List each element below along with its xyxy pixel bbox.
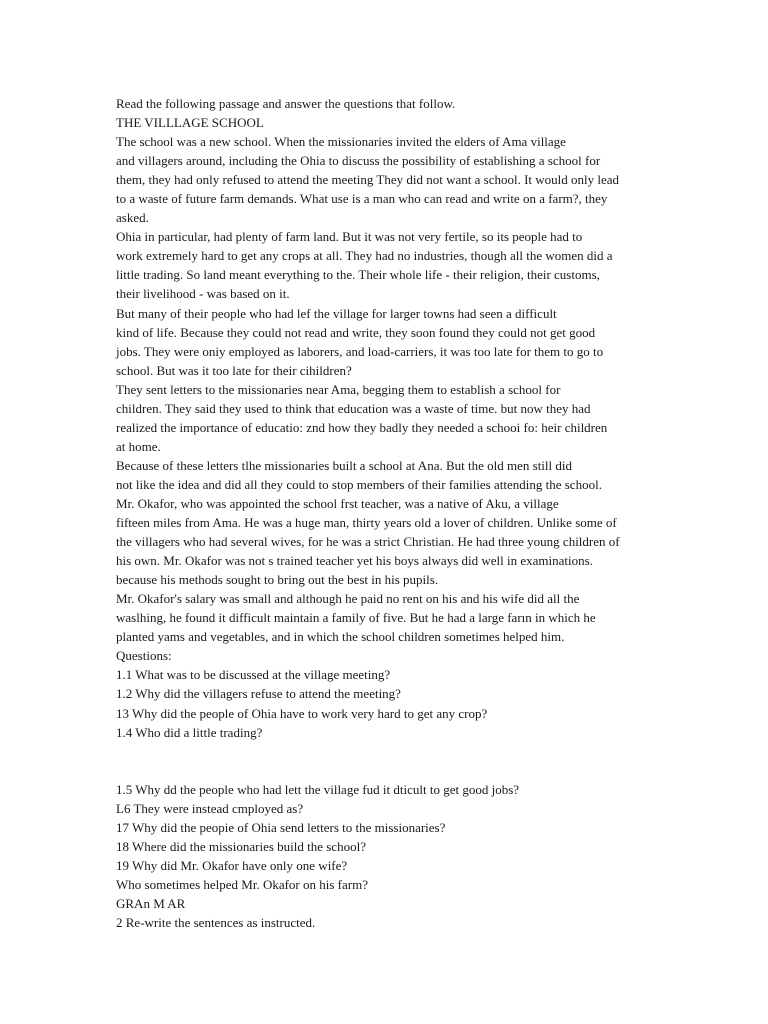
passage-line: children. They said they used to think that education was a waste of time. but now they had bbox=[116, 400, 591, 416]
passage-line: their livelihood - was based on it. bbox=[116, 286, 290, 302]
question-item: 19 Why did Mr. Okafor have only one wife? bbox=[116, 857, 348, 873]
questions-list-a bbox=[116, 665, 646, 741]
questions-heading: Questions: bbox=[116, 648, 172, 664]
passage-line: planted yams and vegetables, and in which the school children sometimes helped him. bbox=[116, 629, 565, 645]
question-item: 17 Why did the peopie of Ohia send letters to the missionaries? bbox=[116, 819, 446, 835]
blank-gap bbox=[116, 742, 646, 780]
document-page bbox=[116, 94, 646, 932]
passage-line: little trading. So land meant everything to the. Their whole life - their religion, their customs, bbox=[116, 267, 600, 283]
question-item: 1.5 Why dd the people who had lett the village fud it dticult to get good jobs? bbox=[116, 781, 520, 797]
question-item: L6 They were instead cmployed as? bbox=[116, 800, 304, 816]
question-item: 1.2 Why did the villagers refuse to attend the meeting? bbox=[116, 686, 401, 702]
question-item: Who sometimes helped Mr. Okafor on his farm? bbox=[116, 876, 368, 892]
question-item: 13 Why did the people of Ohia have to work very hard to get any crop? bbox=[116, 705, 488, 721]
passage-line: waslhing, he found it difficult maintain a family of five. But he had a large farın in which he bbox=[116, 610, 596, 626]
passage-line: They sent letters to the missionaries near Ama, begging them to establish a school for bbox=[116, 381, 561, 397]
passage-line: because his methods sought to bring out the best in his pupils. bbox=[116, 572, 439, 588]
passage-line: The school was a new school. When the missionaries invited the elders of Ama village bbox=[116, 134, 566, 150]
passage-line: asked. bbox=[116, 210, 149, 226]
passage-line: work extremely hard to get any crops at all. They had no industries, though all the women did a bbox=[116, 248, 613, 264]
passage-line: Because of these letters tlhe missionaries built a school at Ana. But the old men still did bbox=[116, 457, 572, 473]
passage-line: realized the importance of educatio: znd how they badly they needed a schooi fo: heir children bbox=[116, 419, 608, 435]
questions-list-b bbox=[116, 780, 646, 894]
passage-line: Mr. Okafor, who was appointed the school frst teacher, was a native of Aku, a village bbox=[116, 495, 559, 511]
question-item: 1.1 What was to be discussed at the village meeting? bbox=[116, 667, 391, 683]
passage-line: Ohia in particular, had plenty of farm land. But it was not very fertile, so its people had to bbox=[116, 229, 583, 245]
grammar-heading: GRAn M AR bbox=[116, 895, 186, 911]
passage-line: kind of life. Because they could not read and write, they soon found they could not get good bbox=[116, 324, 596, 340]
passage-line: to a waste of future farm demands. What use is a man who can read and write on a farm?, they bbox=[116, 191, 608, 207]
passage-title: THE VILLLAGE SCHOOL bbox=[116, 115, 264, 131]
passage-line: the villagers who had several wives, for he was a strict Christian. He had three young children of bbox=[116, 534, 620, 550]
intro-text: Read the following passage and answer the questions that follow. bbox=[116, 96, 456, 111]
passage-body bbox=[116, 132, 646, 646]
passage-line: and villagers around, including the Ohia to discuss the possibility of establishing a school for bbox=[116, 153, 601, 169]
passage-line: Mr. Okafor's salary was small and although he paid no rent on his and his wife did all the bbox=[116, 591, 580, 607]
passage-line: jobs. They were oniy employed as laborers, and load-carriers, it was too late for them to go to bbox=[116, 343, 604, 359]
passage-line: not like the idea and did all they could to stop members of their families attending the school. bbox=[116, 476, 602, 492]
passage-line: them, they had only refused to attend the meeting They did not want a school. It would only lead bbox=[116, 172, 620, 188]
passage-line: school. But was it too late for their cihildren? bbox=[116, 362, 352, 378]
question-item: 1.4 Who did a little trading? bbox=[116, 724, 263, 740]
passage-line: his own. Mr. Okafor was not s trained teacher yet his boys always did well in examinations. bbox=[116, 553, 593, 569]
passage-line: at home. bbox=[116, 438, 161, 454]
passage-line: fifteen miles from Ama. He was a huge man, thirty years old a lover of children. Unlike some of bbox=[116, 515, 617, 531]
question-item: 18 Where did the missionaries build the school? bbox=[116, 838, 366, 854]
passage-line: But many of their people who had lef the village for larger towns had seen a difficult bbox=[116, 305, 557, 321]
grammar-instruction: 2 Re-write the sentences as instructed. bbox=[116, 915, 316, 931]
